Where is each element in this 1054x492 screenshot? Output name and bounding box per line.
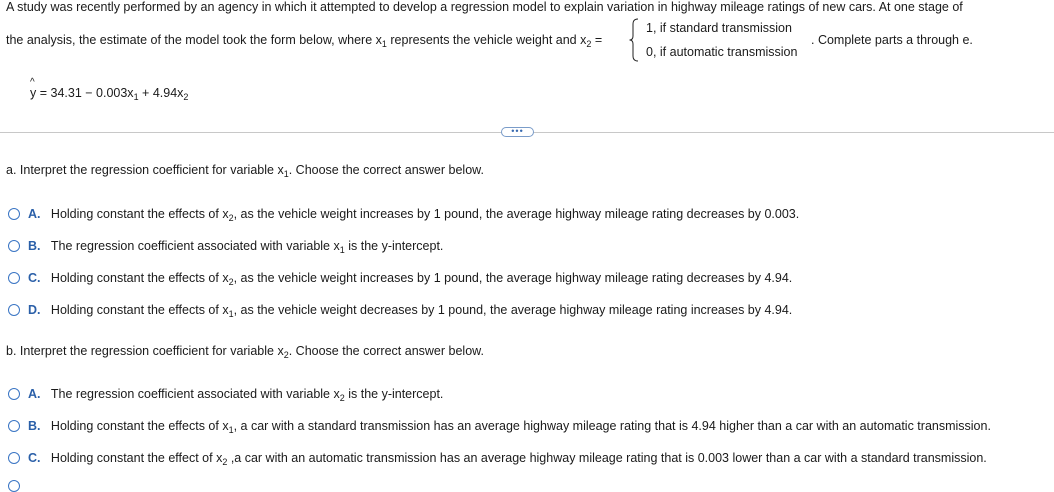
regression-equation	[30, 77, 189, 102]
option-letter: C.	[28, 271, 41, 285]
option-sub: 2	[339, 393, 345, 403]
option-sub: 2	[228, 213, 234, 223]
option-post: , as the vehicle weight decreases by 1 pound, the average highway mileage rating increases by 4.94.	[233, 303, 793, 317]
option-pre: Holding constant the effects of x	[50, 271, 229, 285]
option-text	[28, 239, 443, 253]
option-post: is the y-intercept.	[344, 239, 444, 253]
piecewise-brace	[629, 18, 639, 62]
option-letter: B.	[28, 419, 41, 433]
option-post: , a car with a standard transmission has an average highway mileage rating that is 4.94 higher than a car with an automatic transmission.	[233, 419, 991, 433]
option-text	[28, 303, 792, 317]
option-sub: 2	[222, 457, 228, 467]
part-a-prompt	[6, 163, 484, 177]
radio-button-partial[interactable]	[8, 480, 20, 492]
intro-line-2-eq: =	[591, 33, 603, 47]
equation-lhs: y = 34.31 − 0.003x	[30, 86, 134, 100]
equation-lhs-wrap	[30, 77, 134, 100]
intro-line-1: A study was recently performed by an agency in which it attempted to develop a regression model to explain variation in highway mileage ratings of new cars. At one stage of	[6, 0, 963, 14]
part-a-prompt-sub: 1	[283, 169, 289, 179]
option-pre: Holding constant the effects of x	[50, 419, 229, 433]
intro-line-2-mid: represents the vehicle weight and x	[386, 33, 587, 47]
option-pre: The regression coefficient associated with variable x	[50, 239, 340, 253]
option-letter: D.	[28, 303, 41, 317]
radio-button[interactable]	[8, 388, 20, 400]
option-letter: A.	[28, 207, 41, 221]
radio-button[interactable]	[8, 420, 20, 432]
option-sub: 1	[228, 425, 234, 435]
option-letter: B.	[28, 239, 41, 253]
part-b-prompt	[6, 344, 484, 358]
radio-button[interactable]	[8, 452, 20, 464]
option-pre: The regression coefficient associated with variable x	[50, 387, 340, 401]
intro-line-2-pre: the analysis, the estimate of the model took the form below, where x	[6, 33, 382, 47]
equation-sub-1: 1	[133, 92, 139, 102]
intro-line-2-post: . Complete parts a through e.	[811, 33, 973, 47]
option-post: is the y-intercept.	[344, 387, 444, 401]
option-text	[28, 451, 987, 465]
option-text	[28, 207, 799, 221]
part-a-prompt-post: . Choose the correct answer below.	[288, 163, 484, 177]
option-post: ,a car with an automatic transmission has an average highway mileage rating that is 0.003 lower than a car with a standard transmission.	[227, 451, 987, 465]
part-a-prompt-pre: a. Interpret the regression coefficient for variable x	[6, 163, 284, 177]
option-text	[28, 387, 443, 401]
option-post: , as the vehicle weight increases by 1 pound, the average highway mileage rating decreases by 4.94.	[233, 271, 793, 285]
radio-button[interactable]	[8, 272, 20, 284]
expand-button[interactable]: •••	[501, 127, 534, 137]
intro-sub-1: 1	[381, 39, 387, 49]
option-pre: Holding constant the effects of x	[50, 303, 229, 317]
piecewise-case-2: 0, if automatic transmission	[646, 45, 798, 59]
part-b-prompt-post: . Choose the correct answer below.	[288, 344, 484, 358]
piecewise-case-1: 1, if standard transmission	[646, 21, 792, 35]
y-hat-caret: ^	[30, 77, 35, 88]
option-text	[28, 271, 792, 285]
part-b-prompt-sub: 2	[283, 350, 289, 360]
equation-mid: + 4.94x	[138, 86, 184, 100]
option-sub: 1	[228, 309, 234, 319]
radio-button[interactable]	[8, 304, 20, 316]
option-sub: 1	[339, 245, 345, 255]
option-letter: A.	[28, 387, 41, 401]
option-post: , as the vehicle weight increases by 1 pound, the average highway mileage rating decreases by 0.003.	[233, 207, 800, 221]
part-b-prompt-pre: b. Interpret the regression coefficient for variable x	[6, 344, 284, 358]
equation-sub-2: 2	[183, 92, 189, 102]
radio-button[interactable]	[8, 240, 20, 252]
option-pre: Holding constant the effects of x	[50, 207, 229, 221]
option-text	[28, 419, 991, 433]
option-sub: 2	[228, 277, 234, 287]
intro-sub-2: 2	[586, 39, 592, 49]
option-letter: C.	[28, 451, 41, 465]
option-pre: Holding constant the effect of x	[50, 451, 223, 465]
intro-line-2	[6, 33, 602, 47]
radio-button[interactable]	[8, 208, 20, 220]
